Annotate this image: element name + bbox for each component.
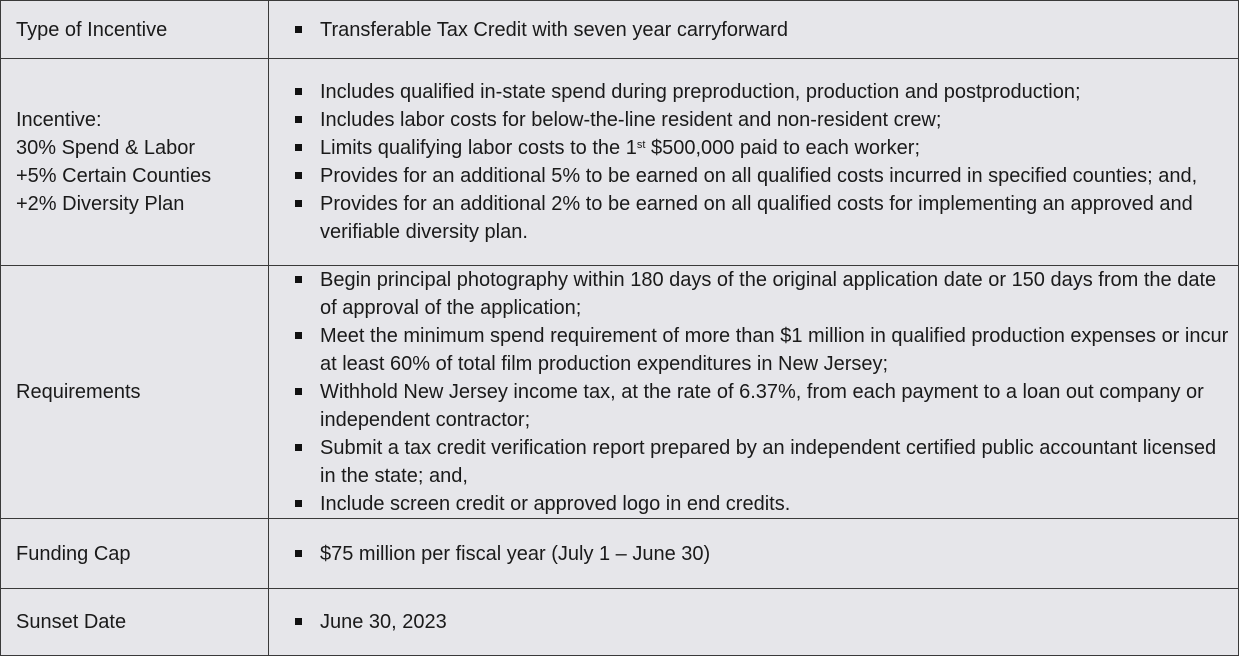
row-content: [269, 1, 1239, 59]
list-item: Withhold New Jersey income tax, at the rate of 6.37%, from each payment to a loan out company or independent contractor;: [269, 378, 1234, 434]
table-row: [1, 1, 1239, 59]
list-item: Include screen credit or approved logo in end credits.: [269, 490, 1234, 518]
row-label-incentive: Incentive: 30% Spend & Labor +5% Certain Counties +2% Diversity Plan: [1, 59, 269, 266]
row-content: [269, 266, 1239, 519]
square-bullet-icon: [295, 332, 302, 339]
table-row: [1, 589, 1239, 656]
square-bullet-icon: [295, 116, 302, 123]
square-bullet-icon: [295, 88, 302, 95]
bullet-list: [269, 540, 1234, 568]
square-bullet-icon: [295, 144, 302, 151]
bullet-list: [269, 78, 1234, 246]
list-item: June 30, 2023: [269, 608, 1234, 636]
row-content: [269, 59, 1239, 266]
list-item: Provides for an additional 2% to be earned on all qualified costs for implementing an approved and verifiable diversity plan.: [269, 190, 1234, 246]
bullet-list: [269, 16, 1234, 44]
square-bullet-icon: [295, 26, 302, 33]
square-bullet-icon: [295, 276, 302, 283]
square-bullet-icon: [295, 550, 302, 557]
row-label-requirements: Requirements: [1, 266, 269, 519]
square-bullet-icon: [295, 618, 302, 625]
row-label-type-of-incentive: Type of Incentive: [1, 1, 269, 59]
list-item: Limits qualifying labor costs to the 1st $500,000 paid to each worker;: [269, 134, 1234, 162]
list-item: Begin principal photography within 180 days of the original application date or 150 days from the date of approval of the application;: [269, 266, 1234, 322]
list-item: Transferable Tax Credit with seven year carryforward: [269, 16, 1234, 44]
row-content: [269, 519, 1239, 589]
square-bullet-icon: [295, 444, 302, 451]
row-content: [269, 589, 1239, 656]
square-bullet-icon: [295, 172, 302, 179]
bullet-list: [269, 266, 1234, 518]
bullet-list: [269, 608, 1234, 636]
square-bullet-icon: [295, 500, 302, 507]
row-label-funding-cap: Funding Cap: [1, 519, 269, 589]
square-bullet-icon: [295, 388, 302, 395]
square-bullet-icon: [295, 200, 302, 207]
row-label-sunset-date: Sunset Date: [1, 589, 269, 656]
list-item: Includes qualified in-state spend during preproduction, production and postproduction;: [269, 78, 1234, 106]
list-item: Submit a tax credit verification report prepared by an independent certified public accountant licensed in the state; and,: [269, 434, 1234, 490]
table-row: [1, 266, 1239, 519]
list-item: Provides for an additional 5% to be earned on all qualified costs incurred in specified counties; and,: [269, 162, 1234, 190]
list-item: $75 million per fiscal year (July 1 – June 30): [269, 540, 1234, 568]
table-row: [1, 59, 1239, 266]
table-row: [1, 519, 1239, 589]
list-item: Includes labor costs for below-the-line resident and non-resident crew;: [269, 106, 1234, 134]
list-item: Meet the minimum spend requirement of more than $1 million in qualified production expenses or incur at least 60% of total film production expenditures in New Jersey;: [269, 322, 1234, 378]
